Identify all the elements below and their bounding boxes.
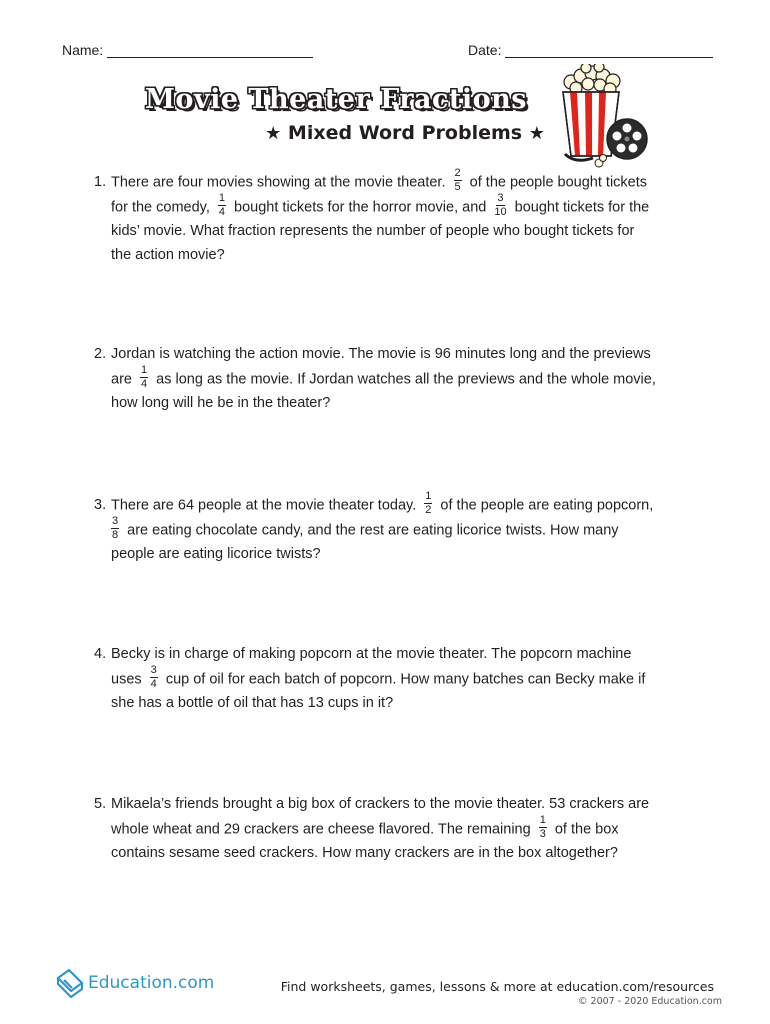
problem-text: uses bbox=[111, 670, 142, 687]
problem-text: whole wheat and 29 crackers are cheese flavored. The remaining bbox=[111, 820, 531, 837]
fraction bbox=[150, 665, 158, 690]
popcorn-film-reel-icon bbox=[555, 64, 655, 174]
problem-line bbox=[94, 663, 684, 692]
problem-text: bought tickets for the bbox=[514, 199, 650, 216]
problem-line: how long will he be in the theater? bbox=[111, 394, 331, 411]
problem-text: for the comedy, bbox=[111, 199, 210, 216]
problem-1 bbox=[94, 167, 684, 267]
problem-line bbox=[94, 793, 684, 817]
fraction-denominator: 4 bbox=[150, 677, 157, 690]
fraction bbox=[218, 193, 226, 218]
fraction-numerator: 1 bbox=[141, 363, 148, 376]
problem-text: of the people bought tickets bbox=[469, 174, 648, 191]
name-field bbox=[62, 42, 313, 58]
star-icon: ★ bbox=[265, 123, 282, 144]
problem-line: people are eating licorice twists? bbox=[111, 546, 321, 562]
problem-line: contains sesame seed crackers. How many crackers are in the box altogether? bbox=[111, 844, 618, 861]
education-logo-icon bbox=[55, 966, 85, 1000]
problem-line bbox=[94, 343, 684, 367]
name-blank-line bbox=[107, 43, 313, 58]
problem-line bbox=[94, 363, 684, 392]
fraction-denominator: 10 bbox=[494, 206, 507, 218]
fraction-denominator: 4 bbox=[218, 206, 226, 218]
fraction-numerator: 1 bbox=[539, 813, 546, 826]
problem-line bbox=[94, 643, 684, 667]
fraction-denominator: 5 bbox=[454, 181, 461, 193]
fraction-denominator: 8 bbox=[112, 529, 119, 541]
problem-text: of the box bbox=[554, 820, 619, 837]
problem-2 bbox=[94, 343, 684, 415]
fraction bbox=[539, 815, 547, 840]
footer-copyright: © 2007 - 2020 Education.com bbox=[578, 996, 722, 1007]
problem-number: 5. bbox=[94, 796, 107, 812]
fraction bbox=[111, 516, 119, 541]
education-logo[interactable] bbox=[55, 966, 214, 1000]
problem-text: cup of oil for each batch of popcorn. How many batches can Becky make if bbox=[165, 670, 646, 687]
fraction-numerator: 3 bbox=[112, 515, 119, 527]
worksheet-subtitle bbox=[260, 122, 550, 144]
problem-line bbox=[94, 813, 684, 842]
date-label: Date: bbox=[468, 42, 502, 58]
problem-text: bought tickets for the horror movie, and bbox=[234, 199, 487, 216]
fraction-denominator: 4 bbox=[141, 377, 148, 390]
problem-4 bbox=[94, 643, 684, 715]
problem-text: are eating chocolate candy, and the rest are eating licorice twists. How many bbox=[127, 522, 619, 539]
name-label: Name: bbox=[62, 42, 104, 58]
fraction-numerator: 3 bbox=[497, 192, 504, 204]
fraction bbox=[454, 168, 462, 193]
problem-number: 1. bbox=[94, 174, 107, 191]
footer-resources-text: Find worksheets, games, lessons & more at education.com/resources bbox=[280, 979, 714, 994]
problem-number: 4. bbox=[94, 646, 107, 662]
fraction bbox=[424, 491, 432, 516]
worksheet-title: Movie Theater Fractions bbox=[144, 84, 527, 115]
problem-number: 2. bbox=[94, 346, 107, 362]
problem-number: 3. bbox=[94, 497, 107, 514]
problem-text: Jordan is watching the action movie. The movie is 96 minutes long and the previews bbox=[111, 346, 651, 362]
date-blank-line bbox=[505, 43, 713, 58]
problem-text: as long as the movie. If Jordan watches all the previews and the whole movie, bbox=[156, 370, 656, 387]
problem-text: are bbox=[111, 370, 132, 387]
problem-line bbox=[94, 192, 684, 220]
logo-text: Education.com bbox=[88, 973, 215, 993]
problem-text: There are four movies showing at the movie theater. bbox=[111, 174, 446, 191]
fraction bbox=[140, 365, 148, 390]
fraction bbox=[494, 193, 506, 218]
subtitle-text: Mixed Word Problems bbox=[287, 122, 523, 144]
problem-5 bbox=[94, 793, 684, 865]
problem-line bbox=[94, 167, 684, 195]
problem-line: she has a bottle of oil that has 13 cups in it? bbox=[111, 694, 394, 711]
problem-line bbox=[94, 490, 684, 518]
fraction-numerator: 2 bbox=[454, 167, 461, 179]
problem-text: There are 64 people at the movie theater today. bbox=[111, 497, 417, 514]
problem-text: Becky is in charge of making popcorn at the movie theater. The popcorn machine bbox=[111, 646, 632, 662]
date-field bbox=[468, 42, 713, 58]
problem-text: Mikaela’s friends brought a big box of crackers to the movie theater. 53 crackers are bbox=[111, 796, 650, 812]
fraction-numerator: 1 bbox=[218, 192, 226, 204]
problem-line: kids’ movie. What fraction represents the number of people who bought tickets for bbox=[111, 223, 635, 239]
problem-line: the action movie? bbox=[111, 246, 225, 263]
problem-text: of the people are eating popcorn, bbox=[440, 497, 654, 514]
problem-line bbox=[94, 515, 684, 543]
fraction-denominator: 2 bbox=[425, 504, 432, 516]
problem-3 bbox=[94, 490, 684, 567]
fraction-numerator: 1 bbox=[425, 490, 432, 502]
fraction-denominator: 3 bbox=[539, 827, 546, 840]
star-icon: ★ bbox=[528, 123, 545, 144]
fraction-numerator: 3 bbox=[150, 663, 157, 676]
